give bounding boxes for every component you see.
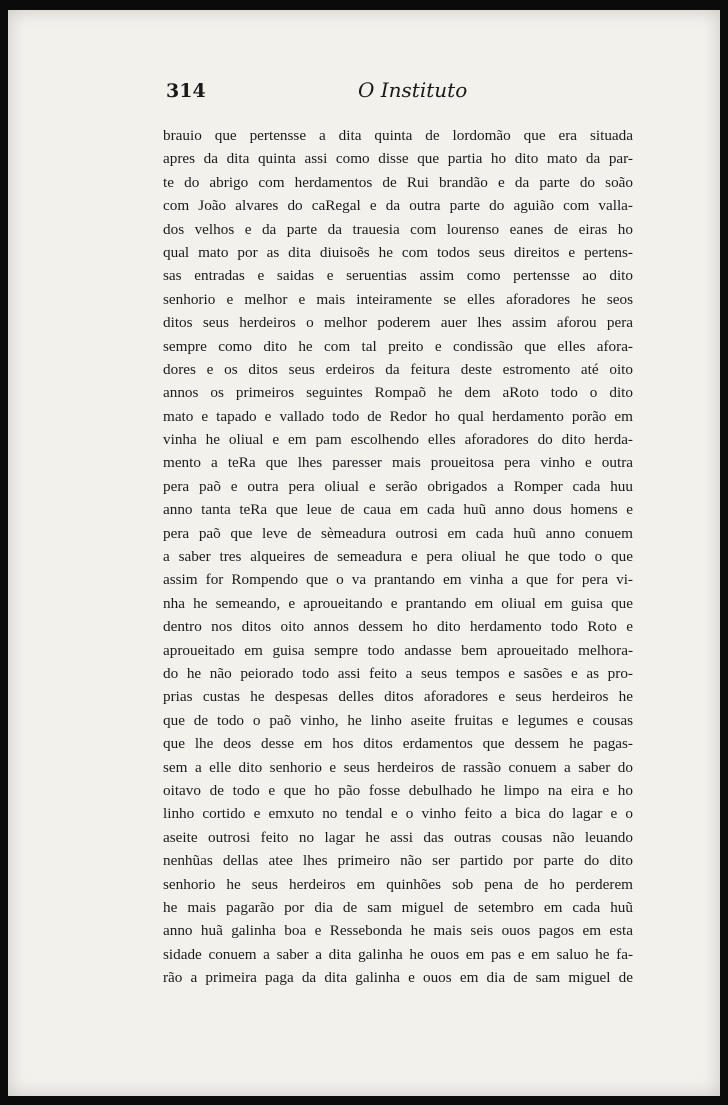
- running-title: O Instituto: [358, 78, 468, 102]
- text-line: dentro nos ditos oito annos dessem ho dito herdamento todo Roto e: [163, 618, 633, 636]
- text-line: a saber tres alqueires de semeadura e pera oliual he que todo o que: [163, 548, 633, 566]
- text-line: mento a teRa que lhes paresser mais proueitosa pera vinho e outra: [163, 454, 633, 472]
- text-line: annos os primeiros seguintes Rompaõ he dem aRoto todo o dito: [163, 384, 633, 402]
- text-line: anno tanta teRa que leue de caua em cada huũ anno dous homens e: [163, 501, 633, 519]
- text-line: sem a elle dito senhorio e seus herdeiros de rassão conuem a saber do: [163, 758, 633, 776]
- text-line: ditos seus herdeiros o melhor poderem auer lhes assim aforou pera: [163, 314, 633, 332]
- body-text: [163, 124, 633, 989]
- text-line: anno huã galinha boa e Ressebonda he mais seis ouos pagos em esta: [163, 922, 633, 940]
- text-line: nenhũas dellas atee lhes primeiro não ser partido por parte do dito: [163, 852, 633, 870]
- text-line: linho cortido e emxuto no tendal e o vinho feito a bica do lagar e o: [163, 805, 633, 823]
- text-line: que de todo o paõ vinho, he linho aseite fruitas e legumes e cousas: [163, 711, 633, 729]
- text-line: apres da dita quinta assi como disse que partia ho dito mato da par-: [163, 150, 633, 168]
- text-line: sas entradas e saidas e seruentias assim como pertensse ao dito: [163, 267, 633, 285]
- text-line: dores e os ditos seus erdeiros da feitura deste estromento até oito: [163, 360, 633, 378]
- text-line: te do abrigo com herdamentos de Rui brandão e da parte do soão: [163, 173, 633, 191]
- text-line: com João alvares do caRegal e da outra parte do aguião com valla-: [163, 197, 633, 215]
- page-number: 314: [166, 80, 206, 102]
- text-line: mato e tapado e vallado todo de Redor ho qual herdamento porão em: [163, 407, 633, 425]
- text-line: senhorio he seus herdeiros em quinhões sob pena de ho perderem: [163, 875, 633, 893]
- text-line: oitavo de todo e que ho pão fosse debulhado he limpo na eira e ho: [163, 781, 633, 799]
- text-line: brauio que pertensse a dita quinta de lordomão que era situada: [163, 127, 633, 144]
- text-line: sempre como dito he com tal preito e condissão que elles afora-: [163, 337, 633, 355]
- text-line: aproueitado em guisa sempre todo andasse bem aproueitado melhora-: [163, 641, 633, 659]
- text-line: dos velhos e da parte da trauesia com lourenso eanes de eiras ho: [163, 220, 633, 238]
- text-line: rão a primeira paga da dita galinha e ouos em dia de sam miguel de: [163, 969, 633, 987]
- text-line: qual mato por as dita diuisoẽs he com todos seus direitos e pertens-: [163, 243, 633, 261]
- text-line: que lhe deos desse em hos ditos erdamentos que dessem he pagas-: [163, 735, 633, 753]
- text-line: vinha he oliual e em pam escolhendo elles aforadores do dito herda-: [163, 431, 633, 449]
- text-line: do he não peiorado todo assi feito a seus tempos e sasões e as pro-: [163, 664, 633, 682]
- text-line: pera paõ que leve de sèmeadura outrosi em cada huũ anno conuem: [163, 524, 633, 542]
- text-line: aseite outrosi feito no lagar he assi das outras cousas não leuando: [163, 828, 633, 846]
- text-line: he mais pagarão por dia de sam miguel de setembro em cada huũ: [163, 898, 633, 916]
- text-line: sidade conuem a saber a dita galinha he ouos em pas e em saluo he fa-: [163, 945, 633, 963]
- text-line: nha he semeando, e aproueitando e prantando em oliual em guisa que: [163, 594, 633, 612]
- text-line: assim for Rompendo que o va prantando em vinha a que for pera vi-: [163, 571, 633, 589]
- text-line: prias custas he despesas delles ditos aforadores e seus herdeiros he: [163, 688, 633, 706]
- text-line: pera paõ e outra pera oliual e serão obrigados a Romper cada huu: [163, 477, 633, 495]
- page-header: [160, 78, 630, 108]
- text-line: senhorio e melhor e mais inteiramente se elles aforadores he seos: [163, 290, 633, 308]
